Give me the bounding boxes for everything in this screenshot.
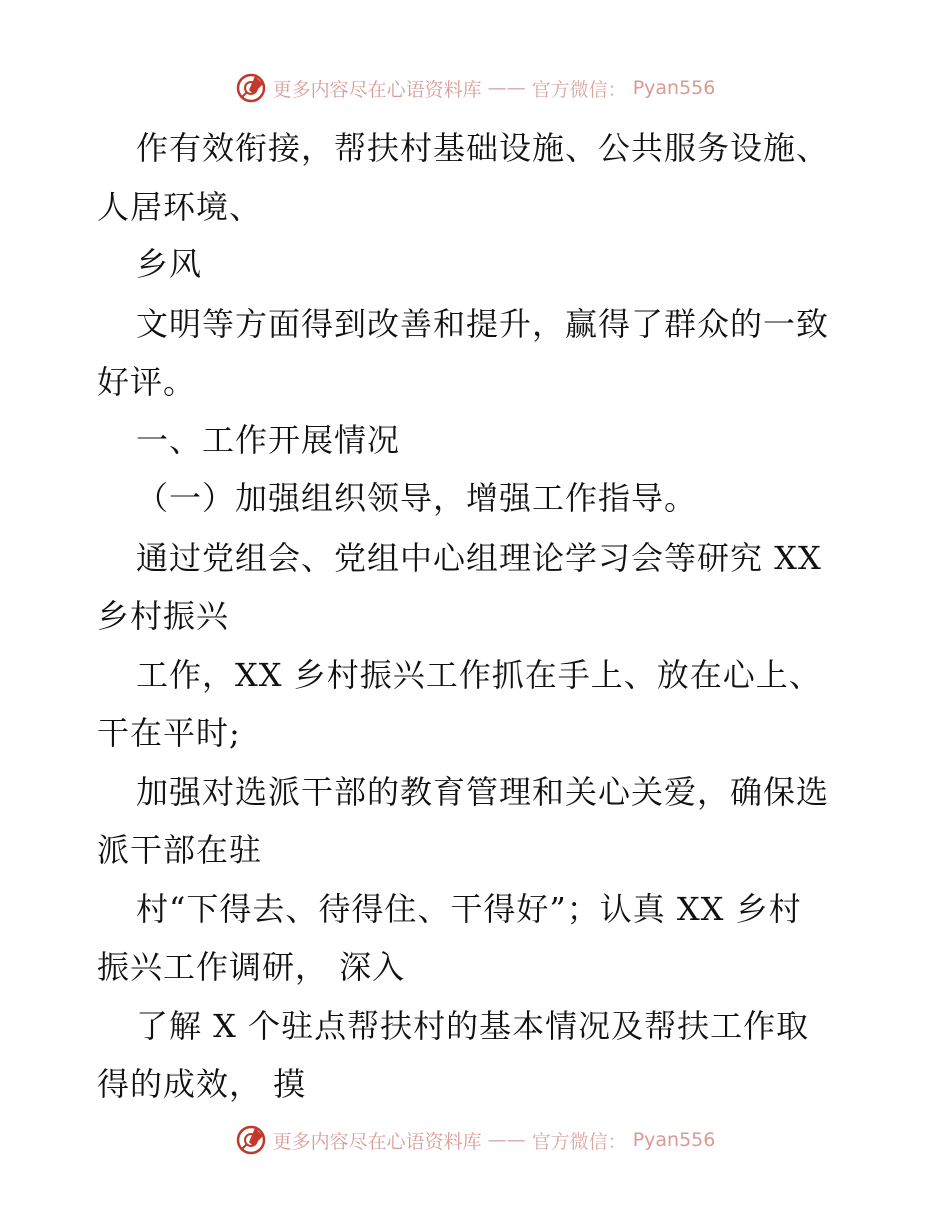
text-line: 了解 X 个驻点帮扶村的基本情况及帮扶工作取 (136, 1007, 810, 1045)
section-heading: 一、工作开展情况 (136, 421, 401, 459)
watermark-brand-text: 更多内容尽在心语资料库 (272, 1130, 482, 1153)
text-line: 通过党组会、党组中心组理论学习会等研究 XX (136, 539, 822, 577)
text-line: 得的成效， 摸 (97, 1065, 307, 1103)
text-line: 工作，XX 乡村振兴工作抓在手上、放在心上、 (136, 656, 822, 694)
text-line: 干在平时; (97, 714, 241, 752)
watermark-separator: —— (487, 77, 526, 99)
text-line: 人居环境、 (97, 188, 263, 226)
footer-watermark (0, 1122, 950, 1158)
text-line: 振兴工作调研， 深入 (97, 948, 406, 986)
text-line: 村“下得去、待得住、干得好”；认真 XX 乡村 (136, 890, 802, 928)
subsection-heading: （一）加强组织领导，增强工作指导。 (136, 479, 698, 517)
watermark-brand-text: 更多内容尽在心语资料库 (272, 78, 482, 101)
watermark-account: Pyan556 (632, 1129, 716, 1151)
watermark-account: Pyan556 (632, 77, 716, 99)
text-line: 作有效衔接，帮扶村基础设施、公共服务设施、 (136, 129, 830, 167)
text-line: 乡村振兴 (97, 597, 230, 635)
brand-logo-icon (235, 72, 267, 104)
header-watermark (0, 70, 950, 106)
watermark-separator: —— (487, 1129, 526, 1151)
text-line: 派干部在驻 (97, 831, 263, 869)
text-line: 好评。 (97, 363, 197, 401)
watermark-label: 官方微信： (531, 1130, 627, 1153)
watermark-label: 官方微信： (531, 78, 627, 101)
brand-logo-icon (235, 1124, 267, 1156)
text-line: 加强对选派干部的教育管理和关心关爱，确保选 (136, 773, 830, 811)
text-line: 乡风 (136, 245, 203, 283)
text-line: 文明等方面得到改善和提升，赢得了群众的一致 (136, 305, 830, 343)
